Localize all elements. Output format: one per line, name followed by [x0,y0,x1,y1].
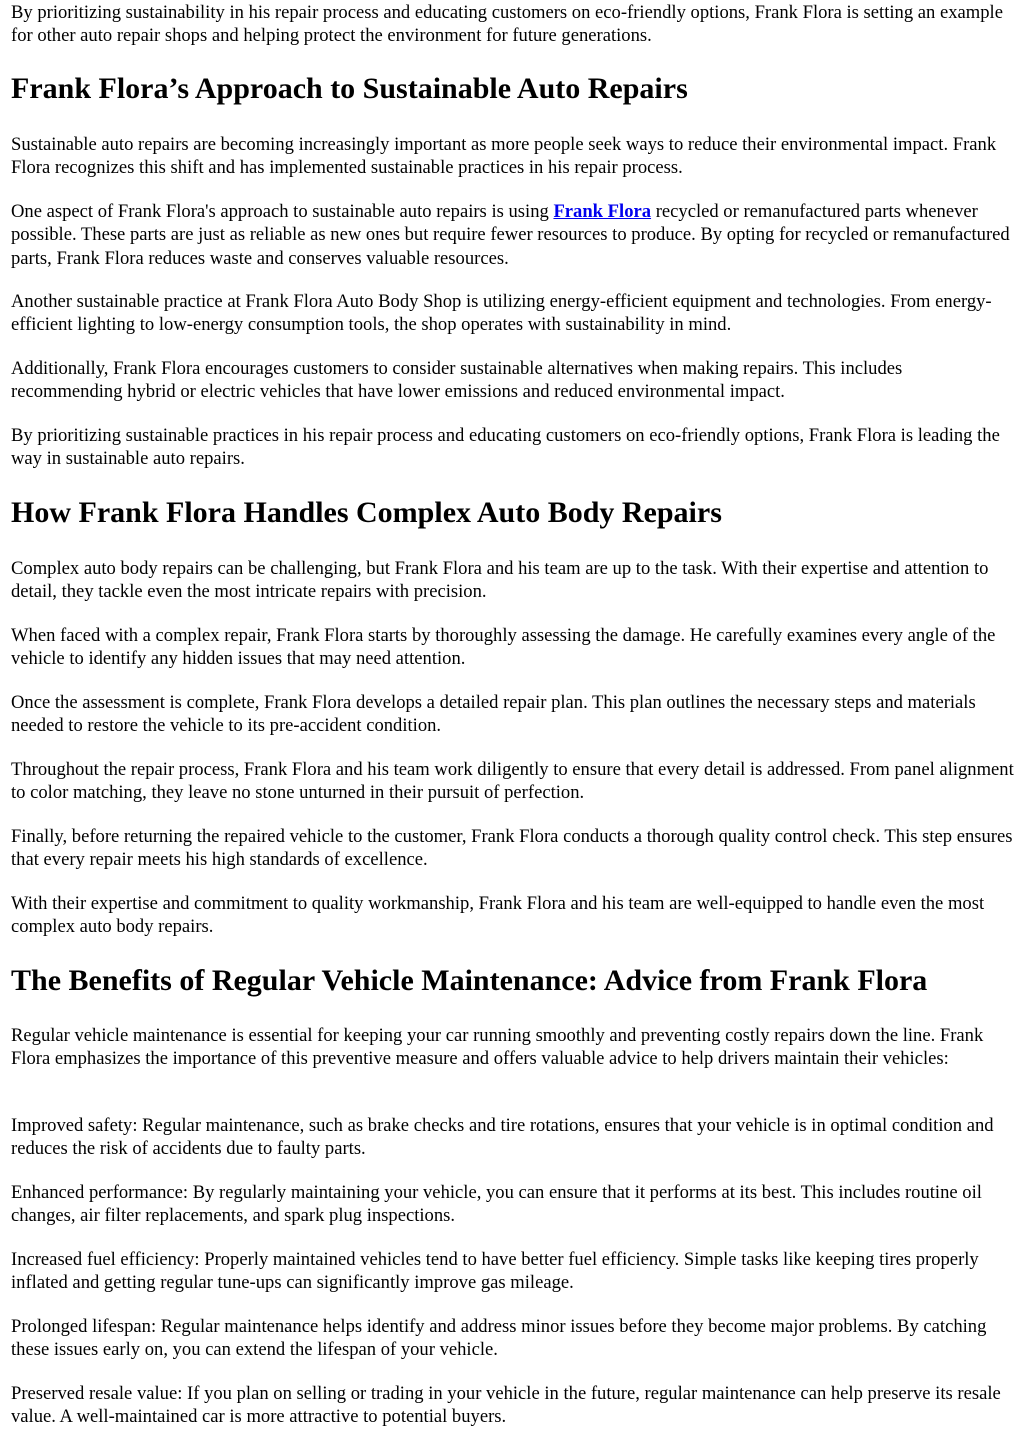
paragraph: When faced with a complex repair, Frank Flora starts by thoroughly assessing the damage. He carefully examines every angle of the vehicle to identify any hidden issues that may need attention. [11,625,996,670]
list-paragraph-safety: Improved safety: Regular maintenance, such as brake checks and tire rotations, ensures that your vehicle is in optimal condition and reduces the risk of accidents due to faulty parts. [11,1115,994,1160]
paragraph: With their expertise and commitment to quality workmanship, Frank Flora and his team are well-equipped to handle even the most complex auto body repairs. [11,893,985,938]
frank-flora-link[interactable]: Frank Flora [553,201,652,222]
paragraph: Throughout the repair process, Frank Flora and his team work diligently to ensure that every detail is addressed. From panel alignment to color matching, they leave no stone unturned in their pursuit of perfection. [11,759,1014,804]
list-paragraph-fuel-efficiency: Increased fuel efficiency: Properly maintained vehicles tend to have better fuel efficiency. Simple tasks like keeping tires properly inflated and getting regular tune-ups can significantly improve gas mileage. [11,1249,979,1294]
paragraph-with-link [11,200,1014,270]
section-heading-complex-repairs: How Frank Flora Handles Complex Auto Body Repairs [11,496,722,529]
intro-paragraph: By prioritizing sustainability in his repair process and educating customers on eco-friendly options, Frank Flora is setting an example for other auto repair shops and helping protect the environment for future generations. [11,2,1003,47]
list-paragraph-resale-value: Preserved resale value: If you plan on selling or trading in your vehicle in the future, regular maintenance can help preserve its resale value. A well-maintained car is more attractive to potential buyers. [11,1383,1001,1428]
section-heading-regular-maintenance: The Benefits of Regular Vehicle Maintenance: Advice from Frank Flora [11,964,928,997]
paragraph: Finally, before returning the repaired vehicle to the customer, Frank Flora conducts a thorough quality control check. This step ensures that every repair meets his high standards of excellence. [11,826,1013,871]
paragraph: Another sustainable practice at Frank Flora Auto Body Shop is utilizing energy-efficient equipment and technologies. From energy-efficient lighting to low-energy consumption tools, the shop operates with sustainability in mind. [11,291,992,336]
paragraph: Additionally, Frank Flora encourages customers to consider sustainable alternatives when making repairs. This includes recommending hybrid or electric vehicles that have lower emissions and reduced environmental impact. [11,358,903,403]
paragraph-text: One aspect of Frank Flora's approach to sustainable auto repairs is using [11,201,554,222]
list-paragraph-lifespan: Prolonged lifespan: Regular maintenance helps identify and address minor issues before they become major problems. By catching these issues early on, you can extend the lifespan of your vehicle. [11,1316,987,1361]
paragraph: Once the assessment is complete, Frank Flora develops a detailed repair plan. This plan outlines the necessary steps and materials needed to restore the vehicle to its pre-accident condition. [11,692,976,737]
section-heading-sustainable-repairs: Frank Flora’s Approach to Sustainable Auto Repairs [11,72,688,105]
paragraph-text: recycled or remanufactured parts whenever possible. These parts are just as reliable as new ones but require fewer resources to produce. By opting for recycled or remanufactured parts, Frank Flora reduces waste and conserves valuable resources. [11,201,1010,269]
paragraph: Regular vehicle maintenance is essential for keeping your car running smoothly and preventing costly repairs down the line. Frank Flora emphasizes the importance of this preventive measure and offers valuable advice to help drivers maintain their vehicles: [11,1025,984,1070]
list-paragraph-performance: Enhanced performance: By regularly maintaining your vehicle, you can ensure that it performs at its best. This includes routine oil changes, air filter replacements, and spark plug inspections. [11,1182,982,1227]
paragraph: By prioritizing sustainable practices in his repair process and educating customers on eco-friendly options, Frank Flora is leading the way in sustainable auto repairs. [11,425,1000,470]
paragraph: Complex auto body repairs can be challenging, but Frank Flora and his team are up to the task. With their expertise and attention to detail, they tackle even the most intricate repairs with precision. [11,558,989,603]
paragraph: Sustainable auto repairs are becoming increasingly important as more people seek ways to reduce their environmental impact. Frank Flora recognizes this shift and has implemented sustainable practices in his repair process. [11,134,997,179]
